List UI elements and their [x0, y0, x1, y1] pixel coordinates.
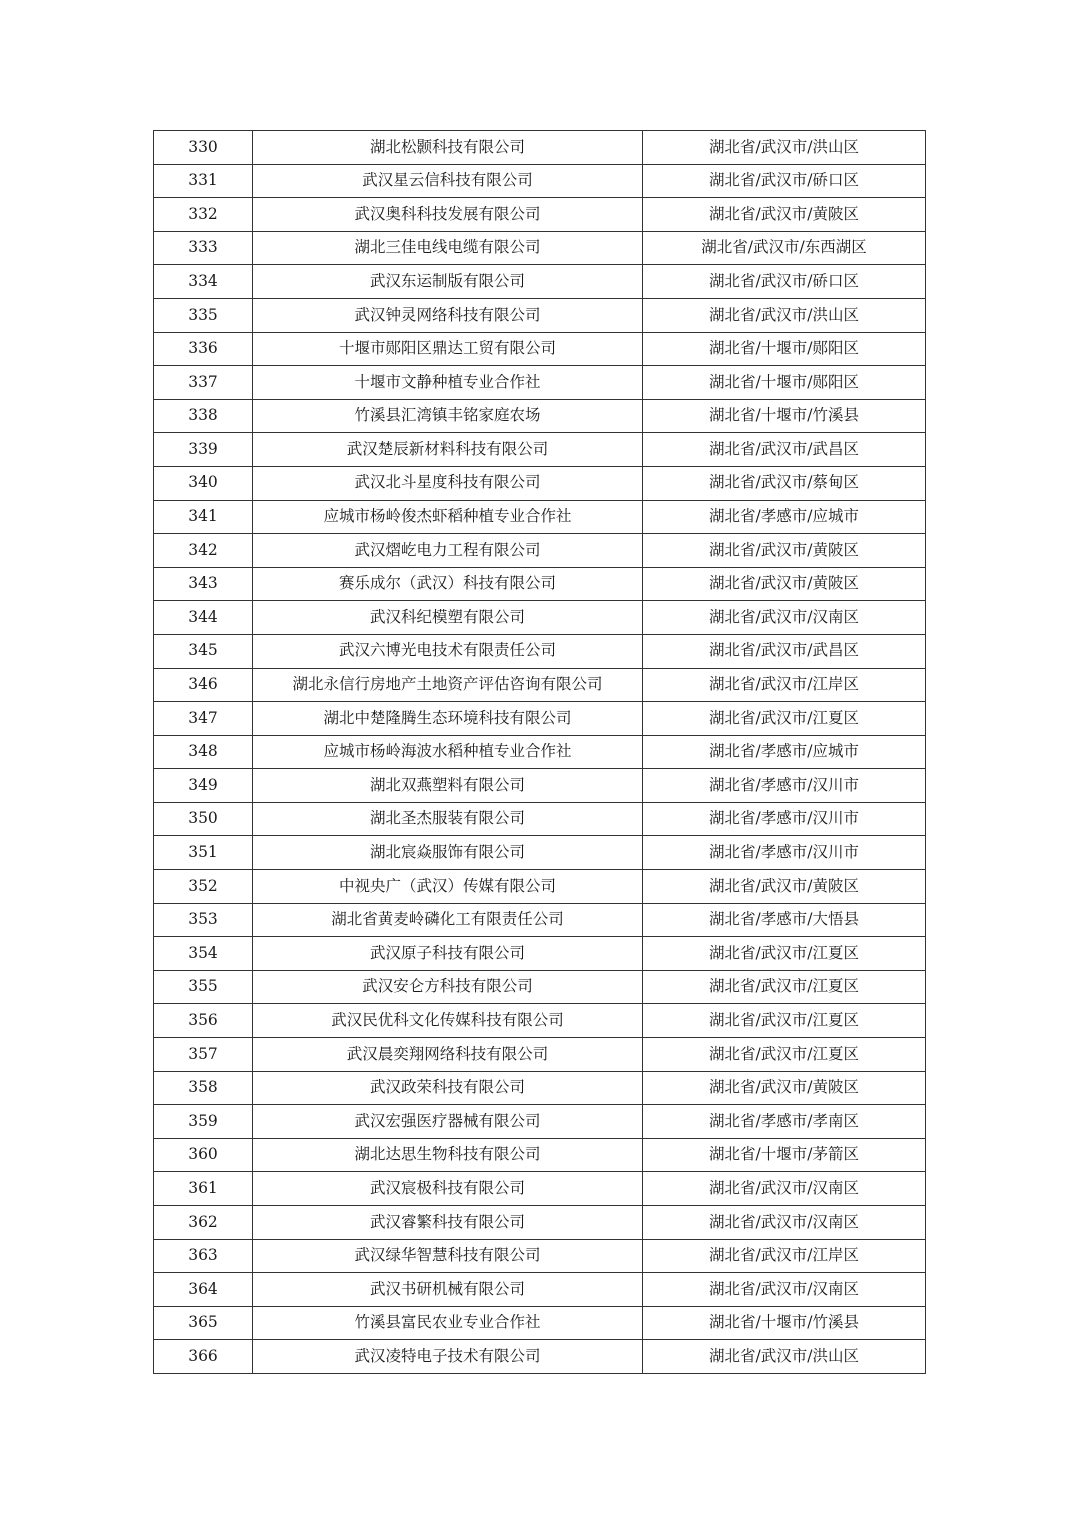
table-row — [154, 1004, 926, 1038]
region-cell: 湖北省/武汉市/东西湖区 — [643, 231, 926, 265]
table-row — [154, 937, 926, 971]
table-row — [154, 265, 926, 299]
company-name-cell: 武汉书研机械有限公司 — [253, 1273, 643, 1307]
company-name-cell: 武汉凌特电子技术有限公司 — [253, 1340, 643, 1374]
company-name-cell: 武汉钟灵网络科技有限公司 — [253, 298, 643, 332]
company-name-cell: 武汉晨奕翔网络科技有限公司 — [253, 1038, 643, 1072]
table-row — [154, 131, 926, 165]
table-row — [154, 668, 926, 702]
company-name-cell: 湖北中楚隆腾生态环境科技有限公司 — [253, 702, 643, 736]
row-number-cell: 355 — [154, 970, 253, 1004]
region-cell: 湖北省/孝感市/大悟县 — [643, 903, 926, 937]
row-number-cell: 333 — [154, 231, 253, 265]
company-name-cell: 武汉绿华智慧科技有限公司 — [253, 1239, 643, 1273]
table-row — [154, 1340, 926, 1374]
region-cell: 湖北省/武汉市/江夏区 — [643, 1038, 926, 1072]
table-row — [154, 466, 926, 500]
row-number-cell: 353 — [154, 903, 253, 937]
region-cell: 湖北省/武汉市/硚口区 — [643, 265, 926, 299]
table-row — [154, 298, 926, 332]
table-row — [154, 601, 926, 635]
company-name-cell: 中视央广（武汉）传媒有限公司 — [253, 870, 643, 904]
company-name-cell: 武汉原子科技有限公司 — [253, 937, 643, 971]
company-name-cell: 武汉奥科科技发展有限公司 — [253, 198, 643, 232]
region-cell: 湖北省/武汉市/江岸区 — [643, 1239, 926, 1273]
row-number-cell: 351 — [154, 836, 253, 870]
table-row — [154, 198, 926, 232]
table-row — [154, 735, 926, 769]
region-cell: 湖北省/武汉市/黄陂区 — [643, 198, 926, 232]
company-name-cell: 赛乐成尔（武汉）科技有限公司 — [253, 567, 643, 601]
region-cell: 湖北省/孝感市/汉川市 — [643, 802, 926, 836]
row-number-cell: 336 — [154, 332, 253, 366]
table-row — [154, 1038, 926, 1072]
row-number-cell: 356 — [154, 1004, 253, 1038]
row-number-cell: 342 — [154, 534, 253, 568]
region-cell: 湖北省/武汉市/武昌区 — [643, 634, 926, 668]
table-row — [154, 1306, 926, 1340]
company-name-cell: 武汉熠屹电力工程有限公司 — [253, 534, 643, 568]
company-name-cell: 竹溪县汇湾镇丰铭家庭农场 — [253, 399, 643, 433]
region-cell: 湖北省/武汉市/黄陂区 — [643, 567, 926, 601]
company-name-cell: 武汉北斗星度科技有限公司 — [253, 466, 643, 500]
region-cell: 湖北省/武汉市/江夏区 — [643, 937, 926, 971]
table-row — [154, 332, 926, 366]
table-row — [154, 567, 926, 601]
region-cell: 湖北省/武汉市/洪山区 — [643, 1340, 926, 1374]
company-name-cell: 武汉睿繁科技有限公司 — [253, 1206, 643, 1240]
region-cell: 湖北省/武汉市/黄陂区 — [643, 1071, 926, 1105]
region-cell: 湖北省/武汉市/洪山区 — [643, 298, 926, 332]
region-cell: 湖北省/武汉市/硚口区 — [643, 164, 926, 198]
company-name-cell: 武汉宏强医疗器械有限公司 — [253, 1105, 643, 1139]
region-cell: 湖北省/十堰市/郧阳区 — [643, 366, 926, 400]
table-row — [154, 1071, 926, 1105]
table-row — [154, 399, 926, 433]
company-name-cell: 武汉东运制版有限公司 — [253, 265, 643, 299]
company-list-table — [153, 130, 926, 1374]
company-name-cell: 十堰市文静种植专业合作社 — [253, 366, 643, 400]
row-number-cell: 358 — [154, 1071, 253, 1105]
region-cell: 湖北省/武汉市/黄陂区 — [643, 870, 926, 904]
table-row — [154, 802, 926, 836]
table-row — [154, 1172, 926, 1206]
row-number-cell: 331 — [154, 164, 253, 198]
row-number-cell: 366 — [154, 1340, 253, 1374]
table-row — [154, 231, 926, 265]
region-cell: 湖北省/武汉市/汉南区 — [643, 601, 926, 635]
row-number-cell: 349 — [154, 769, 253, 803]
table-row — [154, 970, 926, 1004]
row-number-cell: 330 — [154, 131, 253, 165]
table-row — [154, 500, 926, 534]
company-name-cell: 湖北圣杰服装有限公司 — [253, 802, 643, 836]
row-number-cell: 363 — [154, 1239, 253, 1273]
company-name-cell: 湖北三佳电线电缆有限公司 — [253, 231, 643, 265]
company-name-cell: 湖北省黄麦岭磷化工有限责任公司 — [253, 903, 643, 937]
row-number-cell: 334 — [154, 265, 253, 299]
company-name-cell: 竹溪县富民农业专业合作社 — [253, 1306, 643, 1340]
row-number-cell: 364 — [154, 1273, 253, 1307]
region-cell: 湖北省/十堰市/竹溪县 — [643, 1306, 926, 1340]
row-number-cell: 362 — [154, 1206, 253, 1240]
table-row — [154, 1138, 926, 1172]
company-name-cell: 湖北双燕塑料有限公司 — [253, 769, 643, 803]
company-name-cell: 应城市杨岭海波水稻种植专业合作社 — [253, 735, 643, 769]
region-cell: 湖北省/十堰市/郧阳区 — [643, 332, 926, 366]
table-row — [154, 634, 926, 668]
table-row — [154, 870, 926, 904]
region-cell: 湖北省/武汉市/江夏区 — [643, 1004, 926, 1038]
row-number-cell: 337 — [154, 366, 253, 400]
region-cell: 湖北省/武汉市/江夏区 — [643, 702, 926, 736]
row-number-cell: 341 — [154, 500, 253, 534]
region-cell: 湖北省/武汉市/江岸区 — [643, 668, 926, 702]
row-number-cell: 346 — [154, 668, 253, 702]
row-number-cell: 350 — [154, 802, 253, 836]
table-row — [154, 433, 926, 467]
region-cell: 湖北省/武汉市/汉南区 — [643, 1206, 926, 1240]
row-number-cell: 365 — [154, 1306, 253, 1340]
company-name-cell: 武汉政荣科技有限公司 — [253, 1071, 643, 1105]
table-row — [154, 164, 926, 198]
company-name-cell: 湖北永信行房地产土地资产评估咨询有限公司 — [253, 668, 643, 702]
region-cell: 湖北省/孝感市/应城市 — [643, 735, 926, 769]
table-row — [154, 1206, 926, 1240]
region-cell: 湖北省/孝感市/汉川市 — [643, 769, 926, 803]
table-body — [154, 131, 926, 1374]
row-number-cell: 360 — [154, 1138, 253, 1172]
row-number-cell: 359 — [154, 1105, 253, 1139]
table-row — [154, 903, 926, 937]
row-number-cell: 357 — [154, 1038, 253, 1072]
row-number-cell: 354 — [154, 937, 253, 971]
region-cell: 湖北省/孝感市/汉川市 — [643, 836, 926, 870]
row-number-cell: 348 — [154, 735, 253, 769]
region-cell: 湖北省/武汉市/江夏区 — [643, 970, 926, 1004]
company-name-cell: 武汉宸极科技有限公司 — [253, 1172, 643, 1206]
company-name-cell: 武汉民优科文化传媒科技有限公司 — [253, 1004, 643, 1038]
region-cell: 湖北省/孝感市/应城市 — [643, 500, 926, 534]
region-cell: 湖北省/孝感市/孝南区 — [643, 1105, 926, 1139]
company-name-cell: 武汉楚辰新材料科技有限公司 — [253, 433, 643, 467]
region-cell: 湖北省/武汉市/武昌区 — [643, 433, 926, 467]
table-row — [154, 702, 926, 736]
region-cell: 湖北省/十堰市/茅箭区 — [643, 1138, 926, 1172]
table-row — [154, 366, 926, 400]
region-cell: 湖北省/武汉市/汉南区 — [643, 1273, 926, 1307]
region-cell: 湖北省/武汉市/汉南区 — [643, 1172, 926, 1206]
company-name-cell: 武汉星云信科技有限公司 — [253, 164, 643, 198]
company-name-cell: 武汉六博光电技术有限责任公司 — [253, 634, 643, 668]
row-number-cell: 345 — [154, 634, 253, 668]
row-number-cell: 352 — [154, 870, 253, 904]
region-cell: 湖北省/武汉市/蔡甸区 — [643, 466, 926, 500]
region-cell: 湖北省/武汉市/洪山区 — [643, 131, 926, 165]
table-row — [154, 769, 926, 803]
row-number-cell: 344 — [154, 601, 253, 635]
row-number-cell: 340 — [154, 466, 253, 500]
company-name-cell: 武汉科纪模塑有限公司 — [253, 601, 643, 635]
table-row — [154, 836, 926, 870]
row-number-cell: 361 — [154, 1172, 253, 1206]
table-row — [154, 534, 926, 568]
company-name-cell: 十堰市郧阳区鼎达工贸有限公司 — [253, 332, 643, 366]
row-number-cell: 343 — [154, 567, 253, 601]
table-row — [154, 1273, 926, 1307]
row-number-cell: 332 — [154, 198, 253, 232]
table-row — [154, 1105, 926, 1139]
region-cell: 湖北省/武汉市/黄陂区 — [643, 534, 926, 568]
row-number-cell: 338 — [154, 399, 253, 433]
row-number-cell: 335 — [154, 298, 253, 332]
company-name-cell: 湖北达思生物科技有限公司 — [253, 1138, 643, 1172]
table-row — [154, 1239, 926, 1273]
company-name-cell: 应城市杨岭俊杰虾稻种植专业合作社 — [253, 500, 643, 534]
row-number-cell: 347 — [154, 702, 253, 736]
company-name-cell: 湖北松颢科技有限公司 — [253, 131, 643, 165]
company-name-cell: 湖北宸焱服饰有限公司 — [253, 836, 643, 870]
company-name-cell: 武汉安仑方科技有限公司 — [253, 970, 643, 1004]
region-cell: 湖北省/十堰市/竹溪县 — [643, 399, 926, 433]
row-number-cell: 339 — [154, 433, 253, 467]
